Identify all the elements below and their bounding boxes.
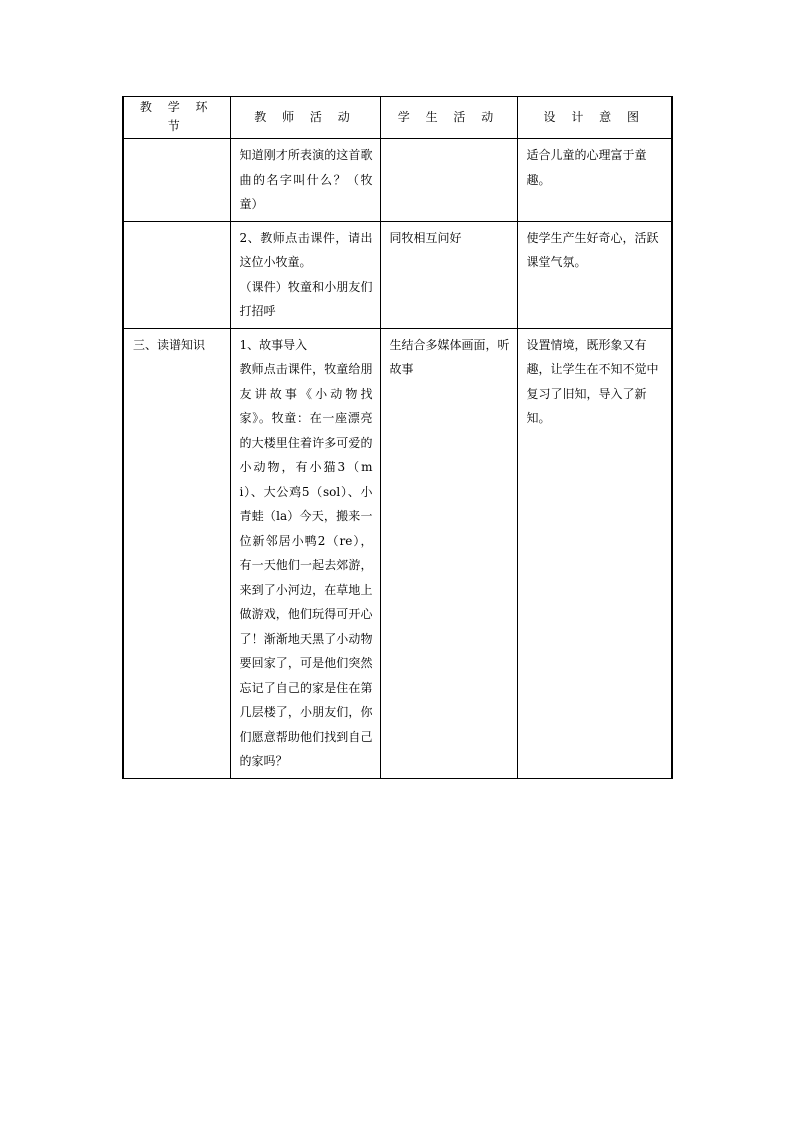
design-intent-cell: 使学生产生好奇心，活跃课堂气氛。 [517, 221, 672, 328]
header-teaching-stage: 教 学 环 节 [123, 97, 230, 139]
teacher-activity-text: （课件）牧童和小朋友们打招呼 [239, 279, 373, 318]
teacher-activity-cell [230, 328, 380, 778]
header-design-intent: 设 计 意 图 [517, 97, 672, 139]
table-row [123, 328, 672, 778]
student-activity-cell: 生结合多媒体画面，听故事 [380, 328, 517, 778]
student-activity-cell: 同牧相互问好 [380, 221, 517, 328]
teacher-activity-text: 教师点击课件，牧童给朋友讲故事《小动物找家》。牧童：在一座漂亮的大楼里住着许多可爱的小动物，有小猫3（mi）、大公鸡5（sol）、小青蛙（la）今天，搬来一位新邻居小鸭2（re），有一天他们一起去郊游，来到了小河边，在草地上做游戏，他们玩得可开心了！渐渐地天黑了小动物要回家了，可是他们突然忘记了自己的家是住在第几层楼了，小朋友们，你们愿意帮助他们找到自己的家吗？ [239, 362, 373, 768]
lesson-plan-table [122, 96, 673, 779]
stage-cell [123, 221, 230, 328]
teacher-activity-cell [230, 221, 380, 328]
table-header-row [123, 97, 672, 139]
design-intent-cell: 设置情境，既形象又有趣，让学生在不知不觉中复习了旧知，导入了新知。 [517, 328, 672, 778]
student-activity-cell [380, 139, 517, 222]
teacher-activity-text: 2、教师点击课件，请出这位小牧童。 [239, 230, 373, 269]
teacher-activity-text: 知道刚才所表演的这首歌曲的名字叫什么？（牧童） [239, 148, 373, 211]
table-row [123, 221, 672, 328]
stage-cell: 三、读谱知识 [123, 328, 230, 778]
teacher-activity-text: 1、故事导入 [239, 337, 308, 352]
design-intent-cell: 适合儿童的心理富于童趣。 [517, 139, 672, 222]
table-row [123, 139, 672, 222]
teacher-activity-cell [230, 139, 380, 222]
stage-cell [123, 139, 230, 222]
header-teacher-activity: 教 师 活 动 [230, 97, 380, 139]
header-student-activity: 学 生 活 动 [380, 97, 517, 139]
